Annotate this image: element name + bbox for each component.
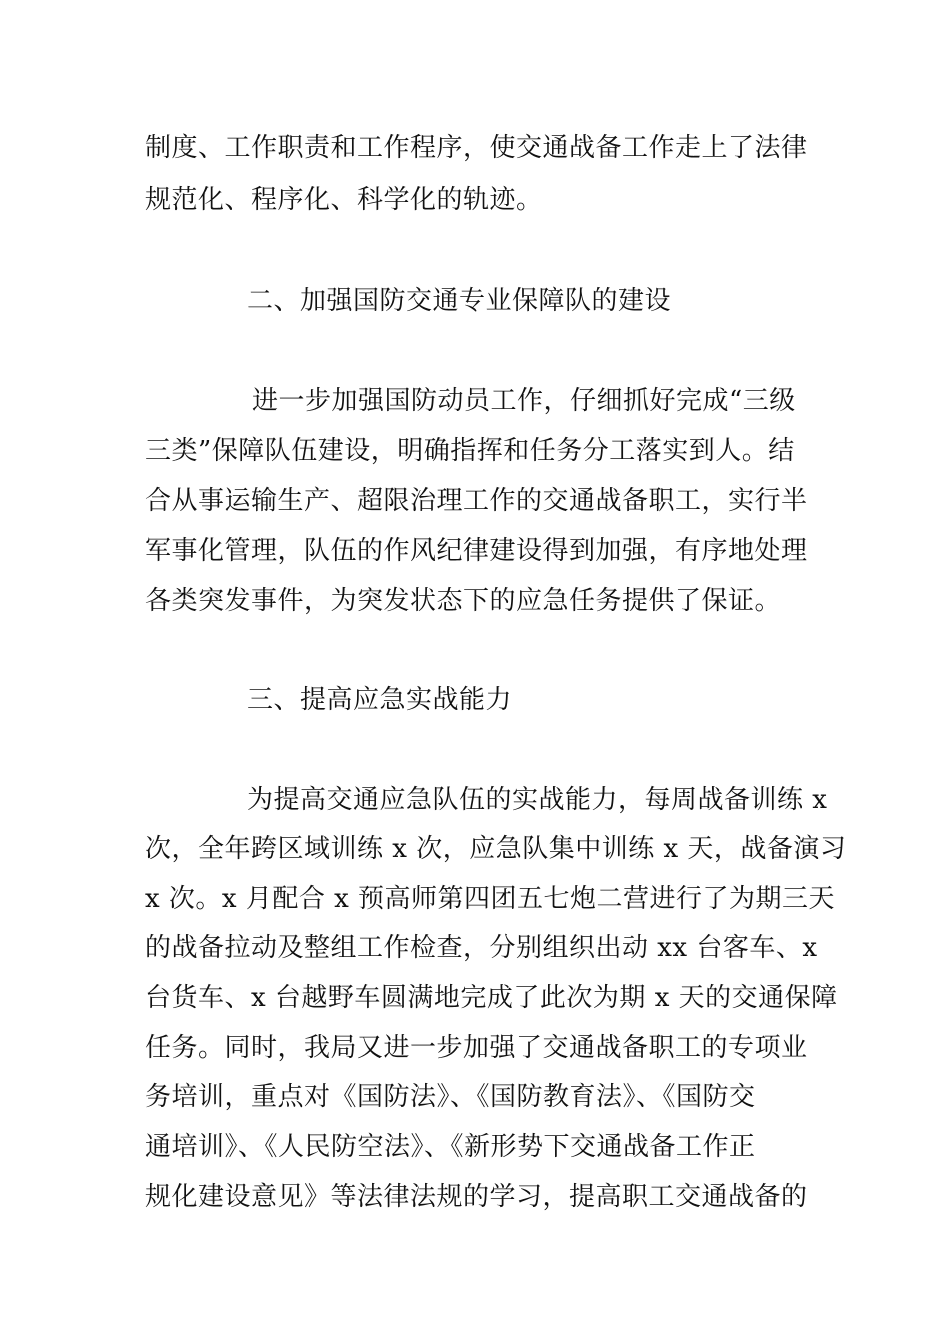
paragraph-line: 通培训》、《人民防空法》、《新形势下交通战备工作正 (145, 1132, 756, 1162)
section-heading: 三、提高应急实战能力 (247, 685, 513, 715)
paragraph-line: 合从事运输生产、超限治理工作的交通战备职工，实行半 (145, 486, 808, 516)
paragraph-line: 为提高交通应急队伍的实战能力，每周战备训练 x (247, 785, 828, 815)
paragraph-line: x 次。x 月配合 x 预高师第四团五七炮二营进行了为期三天 (145, 884, 836, 914)
paragraph-line: 三类”保障队伍建设，明确指挥和任务分工落实到人。结 (145, 436, 795, 466)
paragraph-line: 进一步加强国防动员工作，仔细抓好完成“三级 (252, 386, 796, 416)
paragraph-line: 各类突发事件，为突发状态下的应急任务提供了保证。 (145, 586, 782, 616)
paragraph-line: 规范化、程序化、科学化的轨迹。 (145, 185, 543, 215)
paragraph-line: 制度、工作职责和工作程序，使交通战备工作走上了法律 (145, 133, 808, 163)
paragraph-line: 台货车、x 台越野车圆满地完成了此次为期 x 天的交通保障 (145, 983, 838, 1013)
paragraph-line: 的战备拉动及整组工作检查，分别组织出动 xx 台客车、x (145, 933, 818, 963)
paragraph-line: 次，全年跨区域训练 x 次，应急队集中训练 x 天，战备演习 (145, 834, 847, 864)
section-heading: 二、加强国防交通专业保障队的建设 (247, 286, 672, 316)
paragraph-line: 规化建设意见》等法律法规的学习，提高职工交通战备的 (145, 1182, 808, 1212)
paragraph-line: 任务。同时，我局又进一步加强了交通战备职工的专项业 (145, 1033, 808, 1063)
paragraph-line: 军事化管理，队伍的作风纪律建设得到加强，有序地处理 (145, 536, 808, 566)
paragraph-line: 务培训，重点对《国防法》、《国防教育法》、《国防交 (145, 1082, 756, 1112)
